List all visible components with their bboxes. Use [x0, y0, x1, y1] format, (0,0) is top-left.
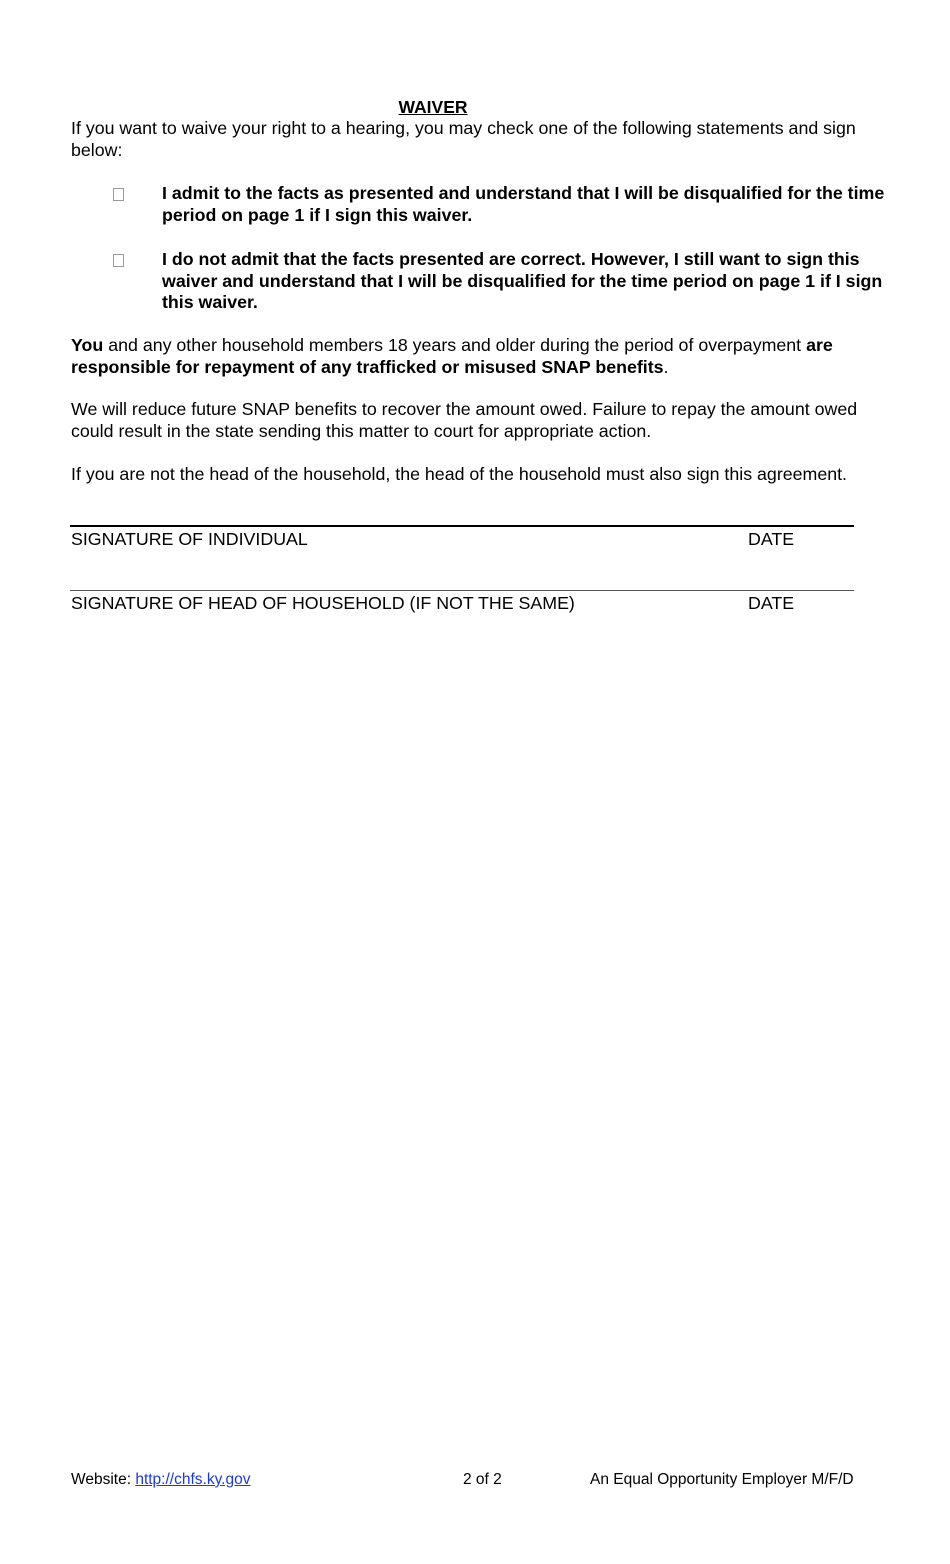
head-of-household-paragraph: If you are not the head of the household, the head of the household must also sign this agreement. — [71, 464, 847, 484]
responsibility-you: You — [71, 335, 104, 355]
responsibility-end: . — [663, 356, 669, 377]
not-admit-checkbox[interactable] — [113, 254, 124, 267]
footer-website-label: Website: — [71, 1471, 136, 1488]
intro-text: If you want to waive your right to a hearing, you may check one of the following statements and sign below: — [71, 118, 856, 160]
admit-option-label: I admit to the facts as presented and understand that I will be disqualified for the time period on page 1 if I sign this waiver. — [162, 183, 885, 225]
benefit-reduction-paragraph: We will reduce future SNAP benefits to recover the amount owed. Failure to repay the amount owed could result in the state sending this matter to court for appropriate action. — [71, 399, 858, 441]
individual-signature-line[interactable] — [70, 525, 854, 527]
responsibility-bold-tail: are responsible for repayment of any trafficked or misused SNAP benefits — [71, 335, 833, 377]
footer-website — [71, 1470, 250, 1490]
admit-checkbox[interactable] — [113, 188, 124, 201]
responsibility-paragraph — [71, 335, 901, 378]
head-signature-line[interactable] — [70, 590, 854, 591]
page-title: WAIVER — [398, 97, 468, 117]
responsibility-middle: and any other household members 18 years and older during the period of overpayment — [103, 335, 807, 355]
page-number: 2 of 2 — [463, 1471, 502, 1488]
head-signature-label: SIGNATURE OF HEAD OF HOUSEHOLD (IF NOT THE SAME) — [71, 593, 575, 613]
website-link[interactable]: http://chfs.ky.gov — [135, 1471, 251, 1488]
individual-date-label: DATE — [748, 529, 795, 549]
head-date-label: DATE — [748, 593, 795, 613]
employer-statement: An Equal Opportunity Employer M/F/D — [590, 1471, 854, 1488]
not-admit-option-label: I do not admit that the facts presented are correct. However, I still want to sign this waiver and understand that I will be disqualified for the time period on page 1 if I sign this waiver. — [162, 249, 883, 312]
individual-signature-label: SIGNATURE OF INDIVIDUAL — [71, 529, 308, 549]
